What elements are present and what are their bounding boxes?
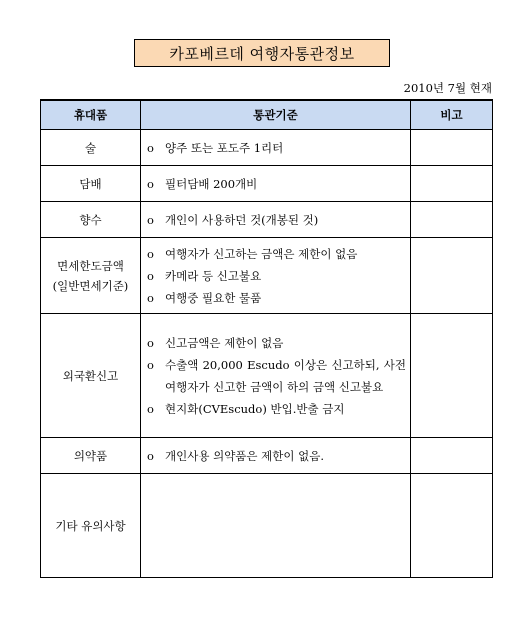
date-note: 2010년 7월 현재 bbox=[403, 81, 492, 95]
table-row bbox=[41, 474, 493, 578]
note-cell bbox=[411, 438, 493, 474]
standard-item: 수출액 20,000 Escudo 이상은 신고하되, 사전 여행자가 신고한 금액이 하의 금액 신고불요 bbox=[165, 357, 406, 394]
category-cell bbox=[41, 438, 141, 474]
standard-item: 여행중 필요한 물품 bbox=[165, 290, 262, 305]
category-cell bbox=[41, 130, 141, 166]
standard-item: 신고금액은 제한이 없음 bbox=[165, 335, 284, 350]
header-note: 비고 bbox=[411, 100, 493, 130]
note-cell bbox=[411, 130, 493, 166]
category-sublabel: (일반면세기준) bbox=[52, 278, 129, 293]
customs-table bbox=[40, 99, 493, 578]
standard-item: 양주 또는 포도주 1리터 bbox=[165, 140, 284, 155]
category-label: 향수 bbox=[79, 212, 102, 227]
note-cell bbox=[411, 202, 493, 238]
table-row bbox=[41, 202, 493, 238]
category-label: 외국환신고 bbox=[62, 368, 119, 383]
standard-item: 개인사용 의약품은 제한이 없음. bbox=[165, 448, 325, 463]
standard-item: 여행자가 신고하는 금액은 제한이 없음 bbox=[165, 246, 358, 261]
category-cell bbox=[41, 202, 141, 238]
category-label: 의약품 bbox=[73, 448, 108, 463]
bullet-mark: o bbox=[147, 140, 154, 155]
standard-cell bbox=[141, 474, 411, 578]
standard-cell bbox=[141, 202, 411, 238]
standard-cell bbox=[141, 130, 411, 166]
bullet-mark: o bbox=[147, 176, 154, 191]
standard-cell bbox=[141, 238, 411, 314]
category-cell bbox=[41, 314, 141, 438]
standard-cell bbox=[141, 438, 411, 474]
page-title: 카포베르데 여행자통관정보 bbox=[134, 39, 390, 67]
category-cell bbox=[41, 474, 141, 578]
bullet-mark: o bbox=[147, 357, 154, 372]
bullet-mark: o bbox=[147, 335, 154, 350]
standard-cell bbox=[141, 314, 411, 438]
header-item: 휴대품 bbox=[41, 100, 141, 130]
bullet-mark: o bbox=[147, 448, 154, 463]
header-standard: 통관기준 bbox=[141, 100, 411, 130]
bullet-mark: o bbox=[147, 212, 154, 227]
bullet-mark: o bbox=[147, 246, 154, 261]
category-label: 면세한도금액 bbox=[57, 258, 124, 273]
bullet-mark: o bbox=[147, 401, 154, 416]
bullet-mark: o bbox=[147, 290, 154, 305]
standard-item: 필터담배 200개비 bbox=[165, 176, 258, 191]
table-row bbox=[41, 130, 493, 166]
category-label: 기타 유의사항 bbox=[55, 518, 126, 533]
standard-cell bbox=[141, 166, 411, 202]
category-label: 담배 bbox=[79, 176, 102, 191]
table-header-row bbox=[41, 100, 493, 130]
table-row bbox=[41, 314, 493, 438]
standard-item: 개인이 사용하던 것(개봉된 것) bbox=[165, 212, 319, 227]
category-cell bbox=[41, 238, 141, 314]
note-cell bbox=[411, 238, 493, 314]
standard-item: 현지화(CVEscudo) 반입.반출 금지 bbox=[165, 401, 345, 416]
note-cell bbox=[411, 474, 493, 578]
note-cell bbox=[411, 166, 493, 202]
standard-item: 카메라 등 신고불요 bbox=[165, 268, 262, 283]
table-row bbox=[41, 166, 493, 202]
category-cell bbox=[41, 166, 141, 202]
bullet-mark: o bbox=[147, 268, 154, 283]
table-row bbox=[41, 238, 493, 314]
table-row bbox=[41, 438, 493, 474]
category-label: 술 bbox=[84, 140, 97, 155]
note-cell bbox=[411, 314, 493, 438]
